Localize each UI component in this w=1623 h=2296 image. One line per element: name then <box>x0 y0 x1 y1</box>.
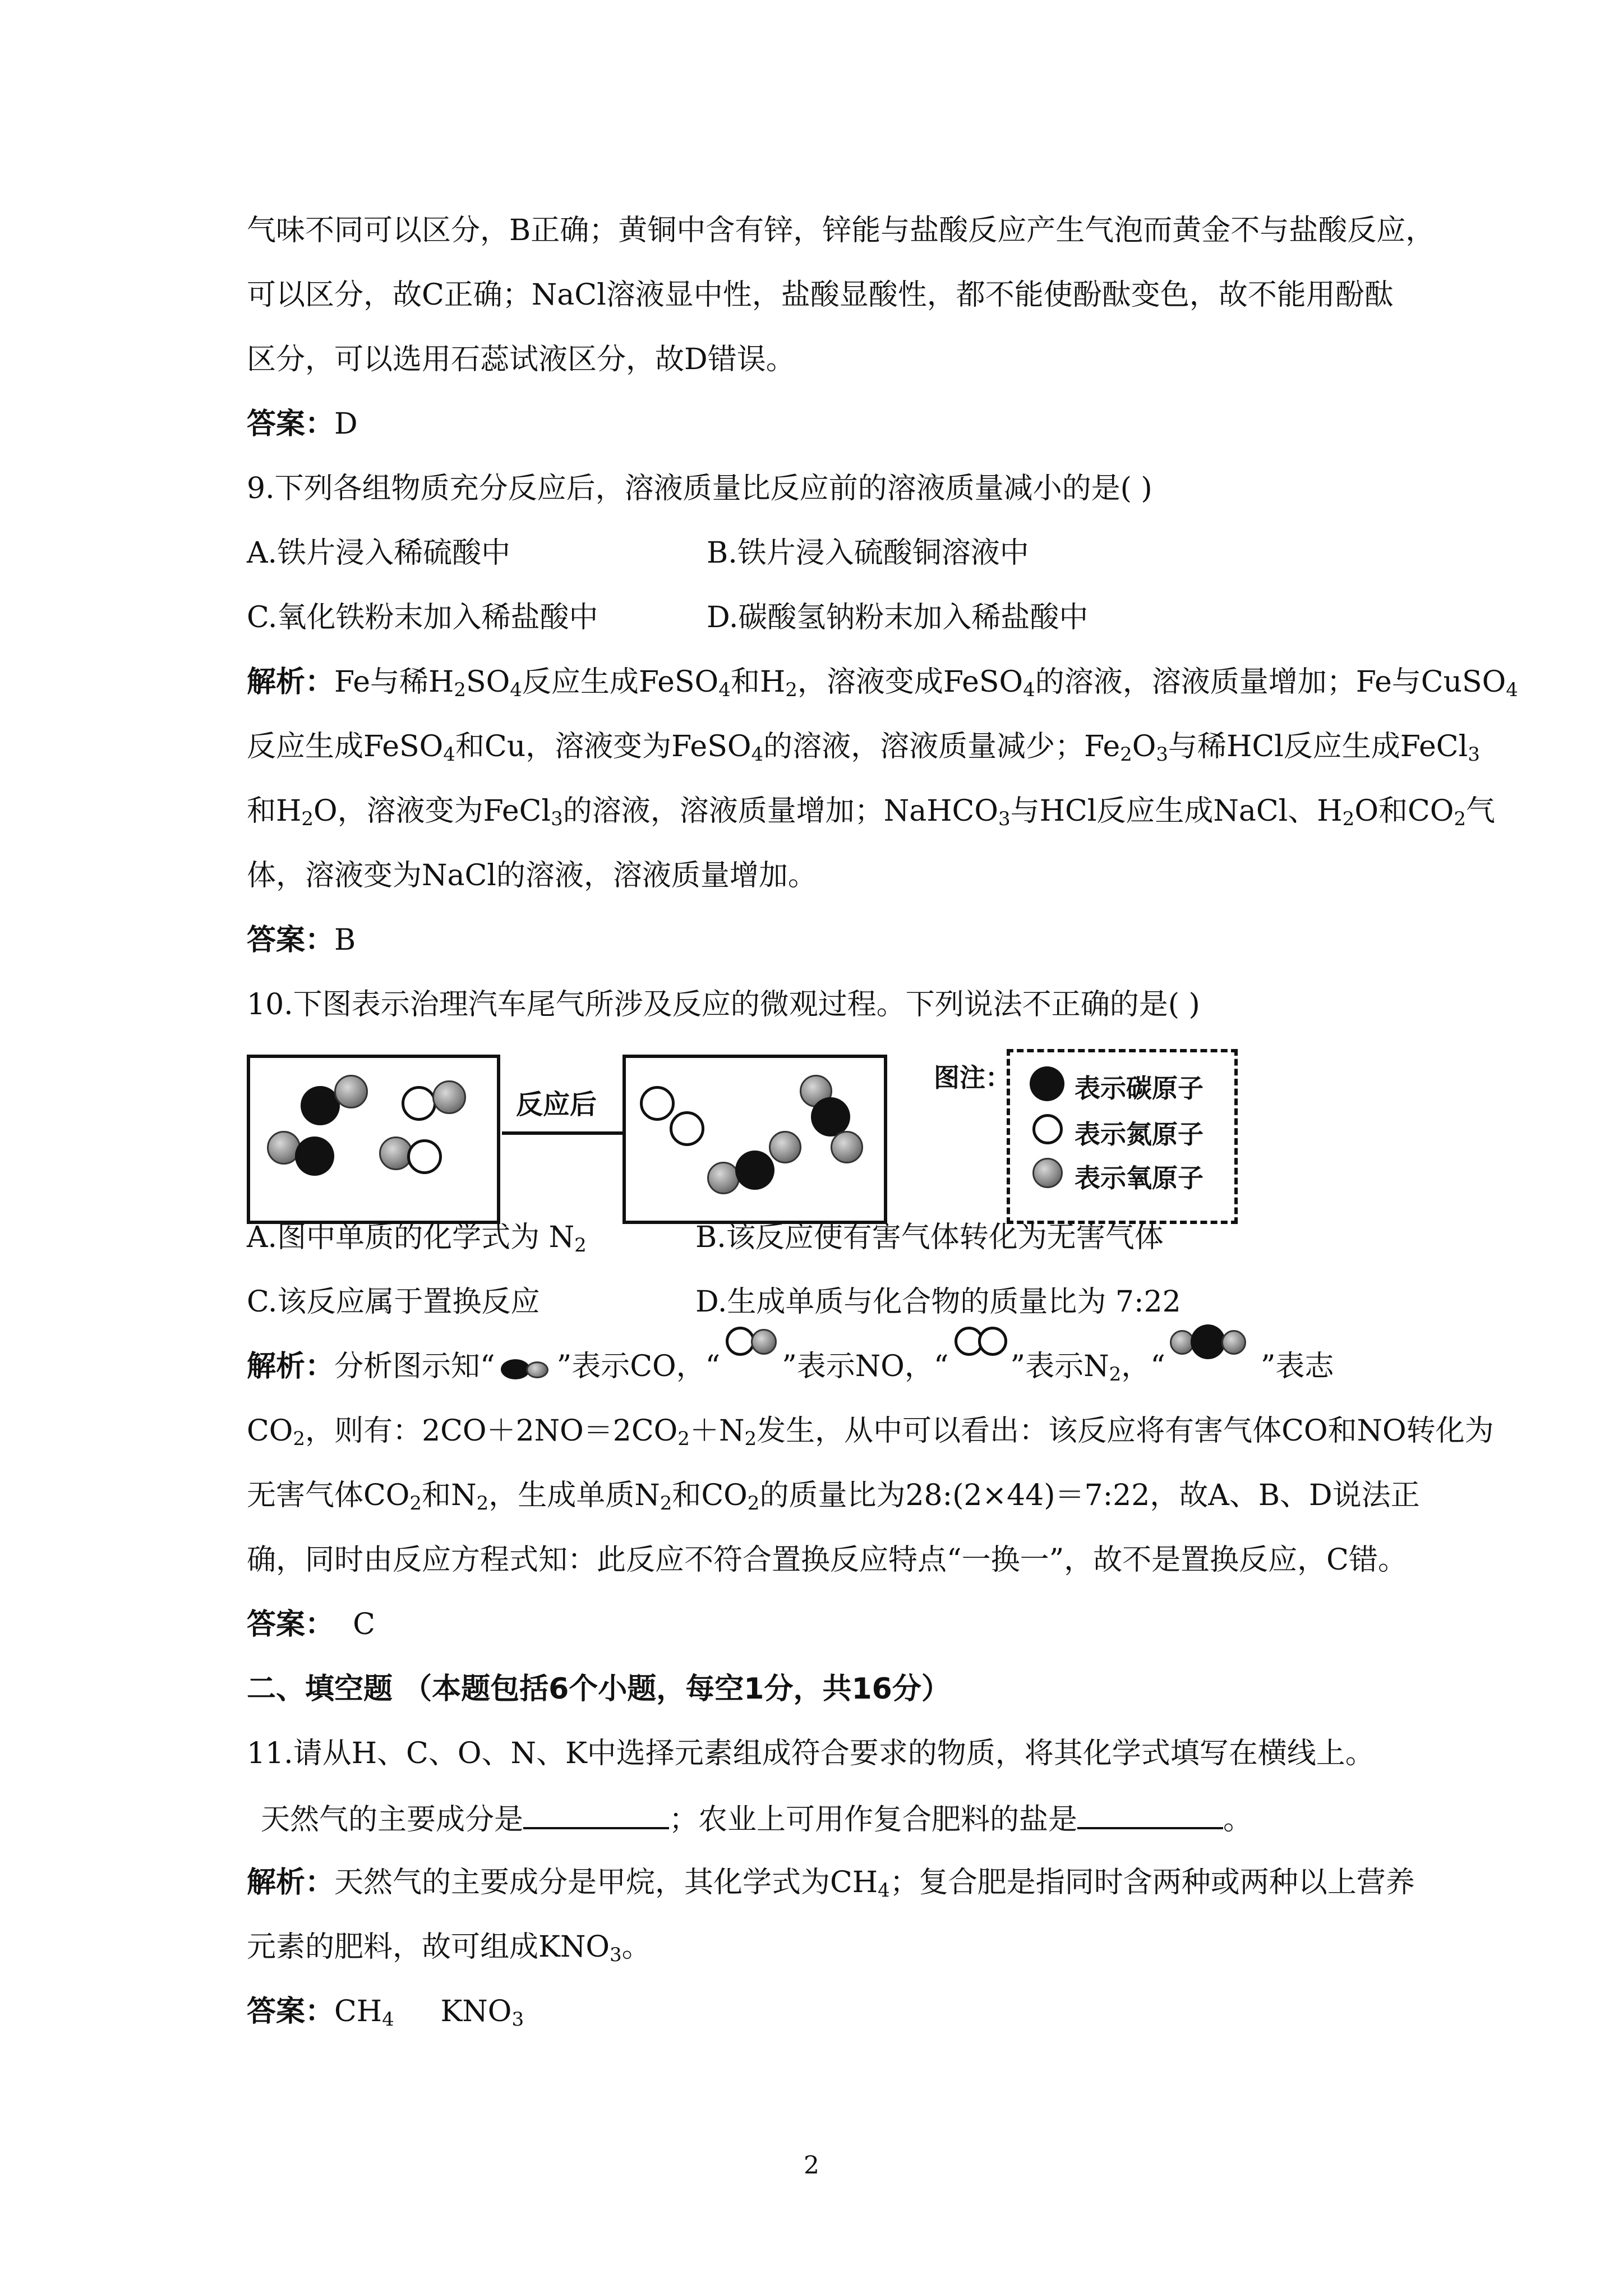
answer-line <box>247 404 1402 444</box>
period: 。 <box>1223 1803 1253 1837</box>
question-10-stem: 10.下图表示治理汽车尾气所涉及反应的微观过程。下列说法不正确的是( ) <box>247 988 1200 1022</box>
nitrogen-atom <box>407 1139 442 1174</box>
analysis-line: 区分，可以选用石蕊试液区分，故D错误。 <box>247 343 795 376</box>
question-11-blanks <box>261 1798 1416 1840</box>
carbon-atom <box>735 1151 774 1190</box>
analysis-line <box>247 1927 1402 1967</box>
question-9-stem: 9.下列各组物质充分反应后，溶液质量比反应前的溶液质量减小的是( ) <box>247 472 1152 505</box>
oxygen-atom <box>769 1131 801 1163</box>
analysis-sub: 4 <box>878 1879 890 1902</box>
oxygen-atom <box>707 1162 740 1194</box>
after-box <box>623 1055 887 1224</box>
option-c: C.该反应属于置换反应 <box>247 1285 540 1319</box>
analysis-line <box>247 1862 1415 1903</box>
oxygen-atom <box>1032 1158 1063 1188</box>
analysis-label: 解析： <box>247 665 335 699</box>
option-b: B.该反应使有害气体转化为无害气体 <box>695 1221 1164 1254</box>
option-c: C.氧化铁粉末加入稀盐酸中 <box>247 601 598 634</box>
reaction-diagram <box>247 1049 1245 1234</box>
analysis-text: ；复合肥是指同时含两种或两种以上营养 <box>889 1866 1415 1899</box>
answer-line <box>247 1604 1402 1645</box>
analysis-line: 解析：分析图示知“ ”表示CO，“ ”表示NO，“ ”表示$N_2$，“ ”表志 <box>247 1346 1402 1387</box>
analysis-text: 。 <box>621 1930 651 1964</box>
analysis-line: 确，同时由反应方程式知：此反应不符合置换反应特点“一换一”，故不是置换反应，C错。 <box>247 1543 1407 1577</box>
nitrogen-atom <box>640 1086 675 1121</box>
answer-label: 答案： <box>247 407 335 441</box>
oxygen-atom <box>432 1080 466 1114</box>
option-a-text: A.图中单质的化学式为 N <box>247 1221 575 1254</box>
co2-molecule-icon <box>1165 1355 1261 1383</box>
answer-value: B <box>334 923 356 957</box>
blank-2[interactable] <box>1077 1798 1223 1829</box>
question-11-stem: 11.请从H、C、O、N、K中选择元素组成符合要求的物质，将其化学式填写在横线上。 <box>247 1737 1375 1770</box>
analysis-line: 和$H_2O$，溶液变为FeCl$_3$的溶液，溶液质量增加；NaHCO$_3$与HCl反应生成NaCl、$H_2O$和$CO_2$气 <box>247 794 1496 830</box>
legend-oxygen: 表示氧原子 <box>1075 1163 1204 1193</box>
analysis-label: 解析： <box>247 1350 335 1383</box>
answer-label: 答案： <box>247 1995 335 2028</box>
analysis-line: 气味不同可以区分，B正确；黄铜中含有锌，锌能与盐酸反应产生气泡而黄金不与盐酸反应， <box>247 214 1435 247</box>
analysis-sub: 3 <box>609 1944 622 1966</box>
analysis-line: 无害气体$CO_2$和$N_2$，生成单质$N_2$和$CO_2$的质量比为28:(2×44)＝7:22，故A、B、D说法正 <box>247 1479 1420 1515</box>
co-molecule-icon <box>495 1355 557 1383</box>
page-number: 2 <box>804 2151 819 2180</box>
oxygen-atom <box>831 1131 863 1163</box>
analysis-line: 可以区分，故C正确；NaCl溶液显中性，盐酸显酸性，都不能使酚酞变色，故不能用酚酞 <box>247 278 1394 312</box>
answer-value: C <box>353 1608 375 1641</box>
answer-value: CH <box>334 1995 382 2028</box>
nitrogen-atom <box>402 1086 436 1121</box>
answer-line <box>247 920 1402 960</box>
answer-sub: 4 <box>382 2008 394 2031</box>
option-b: B.铁片浸入硫酸铜溶液中 <box>707 536 1029 570</box>
no-molecule-icon <box>720 1355 782 1383</box>
legend-nitrogen: 表示氮原子 <box>1075 1119 1204 1149</box>
oxygen-atom <box>334 1075 368 1108</box>
analysis-line: 解析：Fe与稀$H_2SO_4$反应生成FeSO$_4$和$H_2$，溶液变成FeSO$_4$的溶液，溶液质量增加；Fe与CuSO$_4$ <box>247 665 1518 701</box>
option-a-sub: 2 <box>574 1234 587 1257</box>
n2-molecule-icon <box>949 1355 1011 1383</box>
analysis-label: 解析： <box>247 1866 335 1899</box>
answer-label: 答案： <box>247 923 335 957</box>
blank-1-prompt: 天然气的主要成分是 <box>261 1803 524 1837</box>
section-title: 二、填空题 （本题包括6个小题，每空1分，共16分） <box>247 1672 951 1706</box>
carbon-atom <box>295 1137 334 1176</box>
blank-1[interactable] <box>523 1798 669 1829</box>
option-d: D.碳酸氢钠粉末加入稀盐酸中 <box>707 601 1089 634</box>
option-d: D.生成单质与化合物的质量比为 7:22 <box>695 1285 1181 1319</box>
nitrogen-atom <box>1032 1114 1063 1144</box>
legend-carbon: 表示碳原子 <box>1075 1073 1204 1103</box>
nitrogen-atom <box>670 1111 704 1146</box>
answer-value: D <box>334 407 358 441</box>
answer-line <box>247 1991 1402 2032</box>
before-box <box>247 1055 500 1224</box>
carbon-atom <box>1030 1066 1064 1101</box>
analysis-line: 体，溶液变为NaCl的溶液，溶液质量增加。 <box>247 859 817 892</box>
answer-value: KNO <box>440 1995 512 2028</box>
analysis-text: 元素的肥料，故可组成KNO <box>247 1930 610 1964</box>
answer-sub: 3 <box>511 2008 524 2031</box>
legend-box <box>1007 1049 1238 1224</box>
legend-title: 图注： <box>934 1062 1011 1093</box>
analysis-text: 天然气的主要成分是甲烷，其化学式为CH <box>334 1866 878 1899</box>
blank-2-prompt: ；农业上可用作复合肥料的盐是 <box>669 1803 1078 1837</box>
arrow-label: 反应后 <box>516 1089 597 1120</box>
option-a: A.铁片浸入稀硫酸中 <box>247 536 511 570</box>
option-a <box>247 1217 587 1258</box>
analysis-line: $CO_2$，则有：$2CO+2NO=2CO_2+N_2$发生，从中可以看出：该反应将有害气体CO和NO转化为 <box>247 1414 1494 1450</box>
analysis-line: 反应生成FeSO$_4$和Cu，溶液变为FeSO$_4$的溶液，溶液质量减少；$Fe_2O_3$与稀HCl反应生成FeCl$_3$ <box>247 730 1480 766</box>
answer-label: 答案： <box>247 1608 335 1641</box>
